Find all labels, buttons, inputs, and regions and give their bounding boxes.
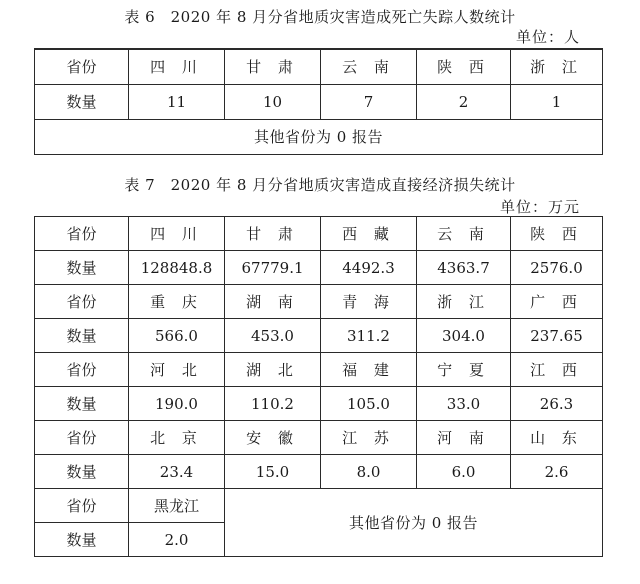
province-cell: 福 建	[321, 353, 417, 387]
value-cell: 311.2	[321, 319, 417, 353]
header-label: 省份	[35, 217, 129, 251]
value-cell: 128848.8	[129, 251, 225, 285]
table-row	[35, 49, 603, 84]
row-label: 数量	[35, 251, 129, 285]
value-cell: 237.65	[511, 319, 603, 353]
value-cell: 566.0	[129, 319, 225, 353]
province-cell: 浙 江	[511, 49, 603, 84]
value-cell: 15.0	[225, 455, 321, 489]
province-cell: 河 南	[417, 421, 511, 455]
table-row	[35, 421, 603, 455]
province-cell: 江 西	[511, 353, 603, 387]
value-cell: 8.0	[321, 455, 417, 489]
province-cell: 湖 北	[225, 353, 321, 387]
province-cell: 湖 南	[225, 285, 321, 319]
province-cell: 山 东	[511, 421, 603, 455]
table-row	[35, 319, 603, 353]
row-label: 数量	[35, 84, 129, 119]
value-cell: 4363.7	[417, 251, 511, 285]
province-cell: 浙 江	[417, 285, 511, 319]
table-row	[35, 217, 603, 251]
province-cell: 四 川	[129, 49, 225, 84]
row-label: 数量	[35, 455, 129, 489]
province-cell: 江 苏	[321, 421, 417, 455]
header-label: 省份	[35, 285, 129, 319]
value-cell: 6.0	[417, 455, 511, 489]
value-cell: 2	[417, 84, 511, 119]
province-cell: 四 川	[129, 217, 225, 251]
province-cell: 北 京	[129, 421, 225, 455]
value-cell: 1	[511, 84, 603, 119]
province-cell: 安 徽	[225, 421, 321, 455]
table-row	[35, 119, 603, 154]
province-cell: 陕 西	[417, 49, 511, 84]
table6-title: 表 6 2020 年 8 月分省地质灾害造成死亡失踪人数统计	[124, 8, 516, 26]
province-cell: 广 西	[511, 285, 603, 319]
value-cell: 110.2	[225, 387, 321, 421]
table-row	[35, 353, 603, 387]
table-row	[35, 251, 603, 285]
province-cell: 重 庆	[129, 285, 225, 319]
value-cell: 10	[225, 84, 321, 119]
table-row	[35, 84, 603, 119]
header-label: 省份	[35, 421, 129, 455]
table-row	[35, 387, 603, 421]
header-label: 省份	[35, 353, 129, 387]
value-cell: 67779.1	[225, 251, 321, 285]
province-cell: 云 南	[417, 217, 511, 251]
province-cell: 宁 夏	[417, 353, 511, 387]
value-cell: 26.3	[511, 387, 603, 421]
province-cell: 甘 肃	[225, 217, 321, 251]
footer-note: 其他省份为 0 报告	[225, 489, 603, 557]
header-label: 省份	[35, 49, 129, 84]
table7-unit: 单位：万元	[499, 198, 580, 216]
value-cell: 453.0	[225, 319, 321, 353]
header-label: 省份	[35, 489, 129, 523]
value-cell: 23.4	[129, 455, 225, 489]
table6	[34, 48, 603, 155]
value-cell: 33.0	[417, 387, 511, 421]
province-cell: 河 北	[129, 353, 225, 387]
table-row	[35, 489, 603, 523]
row-label: 数量	[35, 387, 129, 421]
row-label: 数量	[35, 523, 129, 557]
province-cell: 青 海	[321, 285, 417, 319]
table7	[34, 216, 603, 557]
value-cell: 190.0	[129, 387, 225, 421]
table-row	[35, 285, 603, 319]
province-cell: 西 藏	[321, 217, 417, 251]
province-cell: 黑龙江	[129, 489, 225, 523]
value-cell: 11	[129, 84, 225, 119]
province-cell: 云 南	[321, 49, 417, 84]
footer-note: 其他省份为 0 报告	[35, 119, 603, 154]
table-row	[35, 455, 603, 489]
value-cell: 2.0	[129, 523, 225, 557]
value-cell: 105.0	[321, 387, 417, 421]
row-label: 数量	[35, 319, 129, 353]
province-cell: 甘 肃	[225, 49, 321, 84]
value-cell: 4492.3	[321, 251, 417, 285]
value-cell: 304.0	[417, 319, 511, 353]
table7-title: 表 7 2020 年 8 月分省地质灾害造成直接经济损失统计	[124, 176, 516, 194]
value-cell: 2576.0	[511, 251, 603, 285]
table6-unit: 单位：人	[515, 28, 580, 46]
value-cell: 2.6	[511, 455, 603, 489]
value-cell: 7	[321, 84, 417, 119]
province-cell: 陕 西	[511, 217, 603, 251]
